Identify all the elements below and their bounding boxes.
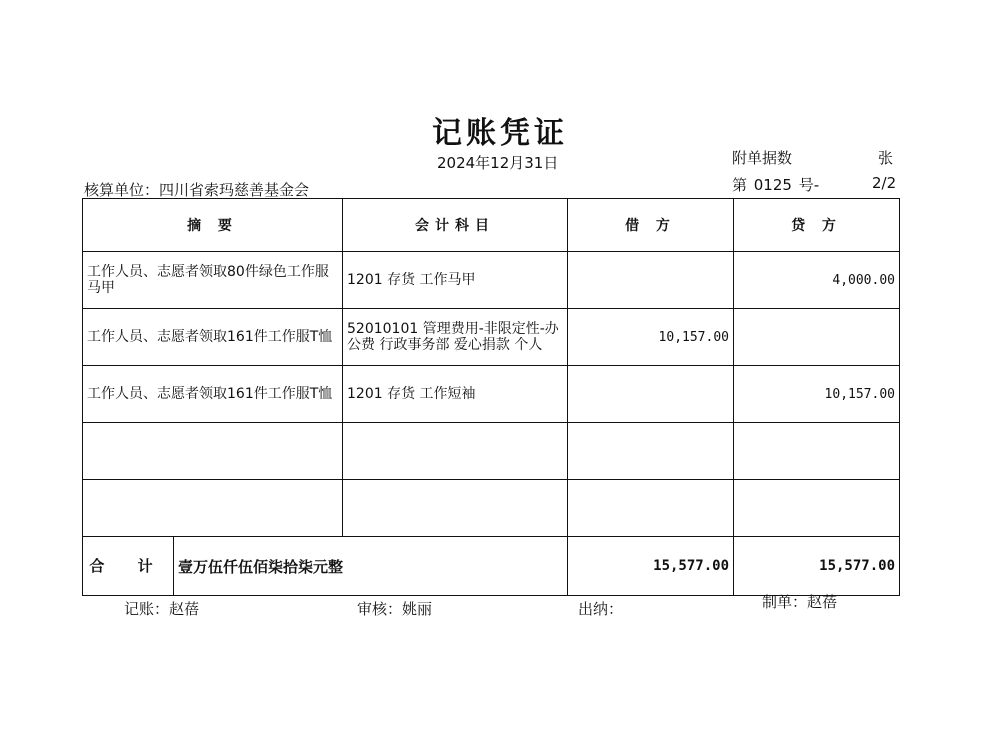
row-summary: 工作人员、志愿者领取80件绿色工作服马甲 <box>83 252 343 309</box>
row-subject: 52010101 管理费用-非限定性-办公费 行政事务部 爱心捐款 个人 <box>343 309 568 366</box>
row-debit: 10,157.00 <box>568 309 734 366</box>
row-summary: 工作人员、志愿者领取161件工作服T恤 <box>83 366 343 423</box>
table-row <box>83 309 900 366</box>
total-debit: 15,577.00 <box>568 537 734 596</box>
row-credit <box>734 480 900 537</box>
attachments-label: 附单据数 <box>732 149 793 167</box>
bookkeeper-signature: 记账：赵蓓 <box>124 600 200 618</box>
row-summary <box>83 480 343 537</box>
accounting-unit-label: 核算单位： <box>84 181 160 199</box>
row-subject: 1201 存货 工作马甲 <box>343 252 568 309</box>
row-credit: 10,157.00 <box>734 366 900 423</box>
row-debit <box>568 366 734 423</box>
attachments-unit: 张 <box>878 149 894 167</box>
row-debit <box>568 480 734 537</box>
reviewer-signature: 审核：姚丽 <box>357 600 433 618</box>
row-subject <box>343 423 568 480</box>
accounting-unit <box>84 179 309 200</box>
voucher-number: 第 0125 号- <box>732 176 820 194</box>
voucher-table <box>82 198 900 596</box>
preparer-signature: 制单：赵蓓 <box>762 593 838 611</box>
row-subject: 1201 存货 工作短袖 <box>343 366 568 423</box>
col-summary-header: 摘 要 <box>83 199 343 252</box>
row-credit <box>734 309 900 366</box>
row-subject <box>343 480 568 537</box>
cashier-signature: 出纳： <box>578 600 624 618</box>
voucher-date: 2024年12月31日 <box>437 154 559 172</box>
col-credit-header: 贷 方 <box>734 199 900 252</box>
row-credit: 4,000.00 <box>734 252 900 309</box>
row-debit <box>568 252 734 309</box>
table-header-row <box>83 199 900 252</box>
table-row <box>83 480 900 537</box>
table-row <box>83 423 900 480</box>
total-label: 合 计 <box>83 537 174 595</box>
row-credit <box>734 423 900 480</box>
total-credit: 15,577.00 <box>734 537 900 596</box>
row-summary <box>83 423 343 480</box>
col-subject-header: 会计科目 <box>343 199 568 252</box>
table-row <box>83 366 900 423</box>
row-summary: 工作人员、志愿者领取161件工作服T恤 <box>83 309 343 366</box>
col-debit-header: 借 方 <box>568 199 734 252</box>
page-number: 2/2 <box>872 174 897 192</box>
total-row <box>83 537 900 596</box>
table-row <box>83 252 900 309</box>
voucher-title: 记账凭证 <box>432 116 568 151</box>
row-debit <box>568 423 734 480</box>
accounting-unit-name: 四川省索玛慈善基金会 <box>159 181 310 199</box>
total-amount-words: 壹万伍仟伍佰柒拾柒元整 <box>178 557 344 576</box>
